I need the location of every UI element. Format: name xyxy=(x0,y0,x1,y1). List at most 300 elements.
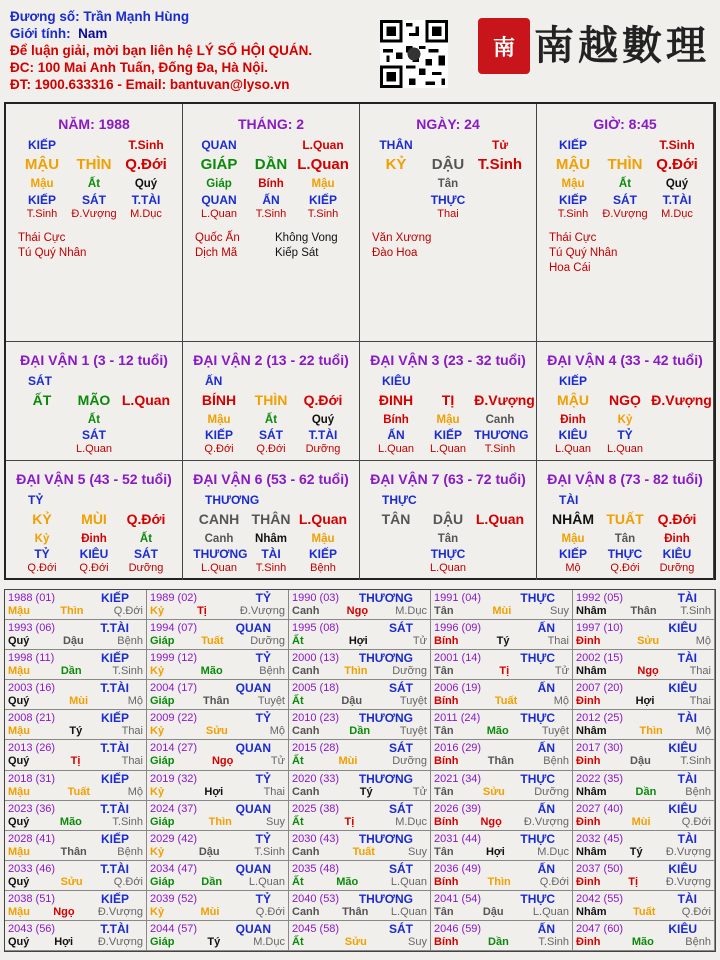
year-line-2 xyxy=(8,755,143,768)
year-stem: Ất xyxy=(292,755,304,768)
year-cell xyxy=(573,771,715,801)
pillar-note-1: Dịch Mã xyxy=(195,247,238,259)
year-branch: Dần xyxy=(635,785,657,798)
year-label: 2006 (19) xyxy=(434,682,482,695)
year-stem: Quý xyxy=(8,635,30,648)
year-star: TÀI xyxy=(677,771,697,786)
year-line-2 xyxy=(292,605,427,618)
year-stem: Kỷ xyxy=(150,665,165,678)
pillar-top-1 xyxy=(245,138,296,152)
year-line-1 xyxy=(150,772,285,786)
year-stem: Giáp xyxy=(150,755,175,768)
year-cell xyxy=(289,831,431,861)
dai-van-top: TÀI xyxy=(559,493,579,507)
year-branch: Tị xyxy=(70,755,81,768)
dai-van-title: ĐẠI VẬN 2 (13 - 22 tuổi) xyxy=(193,352,349,368)
pillar-hidden-state-1: Thai xyxy=(437,208,459,220)
year-stem: Quý xyxy=(8,875,30,888)
year-line-2 xyxy=(8,846,143,859)
year-line-1 xyxy=(150,922,285,936)
year-stem: Ất xyxy=(292,815,304,828)
year-line-2 xyxy=(292,816,427,829)
pillar-hidden-state-1: Đ.Vượng xyxy=(602,208,648,220)
year-state: Tuyệt xyxy=(541,725,569,738)
pillar-1 xyxy=(6,104,183,342)
year-line-2 xyxy=(576,665,711,678)
pillar-main-0: MẬU xyxy=(24,156,60,173)
dai-van-hidden-state-0: Q.Đới xyxy=(27,562,57,574)
year-line-1 xyxy=(150,681,285,695)
pillar-main xyxy=(537,156,713,173)
year-line-2 xyxy=(576,695,711,708)
year-state: Bệnh xyxy=(117,635,143,648)
year-state: Suy xyxy=(408,935,427,948)
year-cell xyxy=(147,590,289,620)
pillar-notes-2 xyxy=(275,231,338,261)
pillar-hidden-star-1: SÁT xyxy=(613,193,637,207)
pillar-hidden xyxy=(183,178,359,190)
year-line-1 xyxy=(576,621,711,635)
year-stem: Tân xyxy=(434,785,454,798)
dai-van-hidden xyxy=(537,414,713,426)
dai-van-main-1: THÂN xyxy=(251,511,291,527)
year-line-2 xyxy=(576,876,711,889)
pillar-hidden-2: Quý xyxy=(134,178,158,190)
dai-van-main xyxy=(6,392,182,408)
pillar-title: THÁNG: 2 xyxy=(237,116,305,132)
pillar-main-2: L.Quan xyxy=(297,156,349,173)
dai-van-hidden-state xyxy=(537,443,713,455)
year-cell xyxy=(147,650,289,680)
year-line-1 xyxy=(576,892,711,906)
dai-van-2 xyxy=(183,342,360,461)
year-stem: Canh xyxy=(292,605,320,617)
dai-van-hidden-state-2 xyxy=(651,443,702,455)
year-state: Tử xyxy=(412,635,427,648)
pillar-main-2: Q.Đới xyxy=(125,156,167,173)
year-cell xyxy=(289,710,431,740)
dai-van-hidden xyxy=(183,414,359,426)
year-stem: Nhâm xyxy=(576,665,607,678)
year-star: THƯƠNG xyxy=(358,651,413,666)
year-star: ẤN xyxy=(537,801,555,816)
dai-van-hidden-state-2 xyxy=(120,443,171,455)
year-stem: Canh xyxy=(292,785,320,798)
year-branch: Dần xyxy=(60,665,82,678)
dai-van-main-0: ĐINH xyxy=(378,392,414,408)
pillar-hidden-star xyxy=(6,193,182,207)
year-cell xyxy=(147,891,289,921)
dai-van-title: ĐẠI VẬN 6 (53 - 62 tuổi) xyxy=(193,471,349,487)
year-line-2 xyxy=(150,936,285,949)
dai-van-hidden-star xyxy=(183,547,359,561)
pillar-hidden-star xyxy=(183,193,359,207)
year-star: THỰC xyxy=(520,651,555,666)
year-cell xyxy=(289,590,431,620)
year-line-1 xyxy=(434,711,569,725)
year-line-1 xyxy=(434,651,569,665)
year-star: THỰC xyxy=(520,771,555,786)
dai-van-main-2: Q.Đới xyxy=(126,511,166,527)
year-line-1 xyxy=(8,741,143,755)
year-branch: Dậu xyxy=(198,845,220,858)
year-line-2 xyxy=(150,665,285,678)
year-star: THỰC xyxy=(520,831,555,846)
year-stem: Đinh xyxy=(576,755,601,768)
year-label: 2041 (54) xyxy=(434,892,482,905)
year-line-1 xyxy=(150,621,285,635)
dai-van-hidden-0: Bính xyxy=(383,414,409,426)
year-label: 1991 (04) xyxy=(434,592,482,604)
pillar-top-1 xyxy=(422,138,473,152)
pillar-title: NGÀY: 24 xyxy=(416,116,480,132)
pillar-hidden-state-0 xyxy=(370,208,421,220)
year-branch: Tị xyxy=(344,815,355,828)
pillar-hidden-star-2 xyxy=(474,193,525,207)
year-star: KIÊU xyxy=(668,741,697,756)
pillar-notes xyxy=(18,231,86,261)
year-state: Đ.Vượng xyxy=(97,935,143,948)
dai-van-top: THƯƠNG xyxy=(205,493,260,507)
year-line-1 xyxy=(434,802,569,816)
dai-van-hidden-state xyxy=(6,443,182,455)
pillar-hidden-state-0: T.Sinh xyxy=(557,208,589,220)
year-cell xyxy=(289,861,431,891)
year-star: THƯƠNG xyxy=(358,771,413,786)
pillar-hidden-star xyxy=(537,193,713,207)
year-line-2 xyxy=(292,635,427,648)
dai-van-hidden-1: Nhâm xyxy=(255,533,287,545)
year-line-1 xyxy=(576,681,711,695)
year-star: KIẾP xyxy=(100,771,129,786)
year-stem: Ất xyxy=(292,935,304,948)
dai-van-hidden-star-1: SÁT xyxy=(259,428,283,442)
year-line-1 xyxy=(434,621,569,635)
pillar-top xyxy=(360,138,536,152)
year-stem: Mậu xyxy=(8,665,30,678)
year-branch: Dần xyxy=(349,725,371,738)
dai-van-hidden-2: Mậu xyxy=(311,533,335,545)
dai-van-hidden-star-2: KIÊU xyxy=(662,547,692,561)
year-line-2 xyxy=(576,846,711,859)
year-stem: Nhâm xyxy=(576,605,607,617)
year-state: Tuyệt xyxy=(399,725,427,738)
year-stem: Canh xyxy=(292,905,320,918)
year-line-2 xyxy=(292,786,427,799)
year-line-1 xyxy=(576,802,711,816)
year-line-1 xyxy=(576,741,711,755)
year-line-2 xyxy=(8,635,143,648)
year-branch: Mùi xyxy=(200,905,220,918)
contact-note: Để luận giải, mời bạn liên hệ LÝ SỐ HỘI QUÁN. xyxy=(10,43,313,58)
year-line-1 xyxy=(434,681,569,695)
year-star: QUAN xyxy=(235,861,271,876)
year-cell xyxy=(573,680,715,710)
year-line-1 xyxy=(8,892,143,906)
year-cell xyxy=(289,740,431,770)
phone-email[interactable]: ĐT: 1900.633316 - Email: bantuvan@lyso.vn xyxy=(10,77,290,92)
year-label: 2015 (28) xyxy=(292,742,340,755)
year-line-2 xyxy=(434,725,569,738)
dai-van-hidden-star-1: TÀI xyxy=(261,547,281,561)
year-branch: Dậu xyxy=(630,755,651,768)
pillar-title: GIỜ: 8:45 xyxy=(593,116,657,132)
year-line-2 xyxy=(434,786,569,799)
year-state: Dưỡng xyxy=(392,665,427,678)
dai-van-hidden-state-2: Dưỡng xyxy=(659,562,695,574)
dai-van-hidden-0: Canh xyxy=(204,533,234,545)
pillar-2 xyxy=(183,104,360,342)
year-stem: Bính xyxy=(434,755,459,768)
dai-van-main xyxy=(183,392,359,408)
dai-van-main-0: TÂN xyxy=(381,511,411,527)
year-label: 2025 (38) xyxy=(292,802,340,815)
year-star: TÀI xyxy=(677,711,697,726)
year-star: KIẾP xyxy=(100,651,129,666)
year-branch: Mão xyxy=(59,815,82,828)
year-star: KIÊU xyxy=(668,801,697,816)
pillar-hidden-star xyxy=(360,193,536,207)
year-cell xyxy=(147,740,289,770)
pillar-hidden-star-0: QUAN xyxy=(201,193,237,207)
year-state: M.Dục xyxy=(253,935,285,948)
year-state: Đ.Vượng xyxy=(523,815,569,828)
pillar-note2-0: Không Vong xyxy=(275,232,338,244)
year-label: 2039 (52) xyxy=(150,892,198,905)
dai-van-hidden-state-0: Mộ xyxy=(565,562,581,574)
year-cell xyxy=(573,801,715,831)
year-state: Tuyệt xyxy=(399,695,427,708)
year-line-2 xyxy=(150,605,285,618)
dai-van-hidden-2 xyxy=(651,414,702,426)
year-state: Dưỡng xyxy=(534,785,569,798)
year-cell xyxy=(573,620,715,650)
pillar-hidden-state-0: L.Quan xyxy=(200,208,238,220)
dai-van-main-0: BÍNH xyxy=(201,392,237,408)
dai-van-main-1: MÙI xyxy=(81,511,107,527)
year-line-2 xyxy=(292,665,427,678)
dai-van-hidden-star-2: T.TÀI xyxy=(308,428,338,442)
year-line-1 xyxy=(434,772,569,786)
pillar-hidden-state xyxy=(537,208,713,220)
year-branch: Ngọ xyxy=(346,605,369,617)
year-branch: Tuất xyxy=(201,635,224,648)
pillar-hidden-state-0: T.Sinh xyxy=(26,208,58,220)
year-line-2 xyxy=(576,605,711,618)
pillar-main-0: GIÁP xyxy=(200,156,238,173)
pillar-hidden-star-1: SÁT xyxy=(82,193,106,207)
year-cell xyxy=(289,650,431,680)
address: ĐC: 100 Mai Anh Tuấn, Đống Đa, Hà Nội. xyxy=(10,60,269,75)
dai-van-hidden-state xyxy=(183,562,359,574)
year-branch: Mão xyxy=(200,665,223,678)
year-stem: Tân xyxy=(434,605,454,617)
year-line-2 xyxy=(576,936,711,949)
year-stem: Nhâm xyxy=(576,785,607,798)
year-stem: Mậu xyxy=(8,905,30,918)
dai-van-hidden-star-2: KIẾP xyxy=(308,547,337,561)
dai-van-hidden-0 xyxy=(16,414,67,426)
year-label: 2024 (37) xyxy=(150,802,198,815)
pillar-main-2: Q.Đới xyxy=(656,156,698,173)
year-cell xyxy=(573,831,715,861)
owner-name: Đương số: Trần Mạnh Hùng xyxy=(10,9,190,24)
year-line-2 xyxy=(292,906,427,919)
year-stem: Giáp xyxy=(150,815,175,828)
dai-van-1 xyxy=(6,342,183,461)
dai-van-hidden-star-1: SÁT xyxy=(82,428,106,442)
year-label: 2019 (32) xyxy=(150,772,198,785)
year-star: ẤN xyxy=(537,741,555,756)
year-stem: Bính xyxy=(434,815,459,828)
pillar-notes xyxy=(372,231,431,261)
year-cell xyxy=(431,590,573,620)
year-stem: Bính xyxy=(434,875,459,888)
year-cell xyxy=(431,650,573,680)
year-stem: Kỷ xyxy=(150,725,165,738)
dai-van-main-1: TUẤT xyxy=(606,511,644,527)
year-stem: Tân xyxy=(434,845,454,858)
year-branch: Mão xyxy=(631,935,654,948)
year-line-1 xyxy=(8,922,143,936)
pillar-hidden-star-2: T.TÀI xyxy=(662,193,692,207)
year-stem: Ất xyxy=(292,695,304,708)
year-label: 2016 (29) xyxy=(434,742,482,755)
year-stem: Kỷ xyxy=(150,605,165,617)
logo-stamp: 南 xyxy=(478,18,530,74)
year-line-2 xyxy=(576,786,711,799)
pillar-main-1: DẦN xyxy=(254,156,288,173)
year-line-1 xyxy=(292,832,427,846)
pillar-note-0: Thái Cực xyxy=(18,232,66,244)
year-state: Thai xyxy=(121,755,143,768)
year-state: L.Quan xyxy=(248,875,285,888)
pillar-main xyxy=(6,156,182,173)
year-cell xyxy=(289,801,431,831)
year-cell xyxy=(573,861,715,891)
year-star: SÁT xyxy=(389,741,413,756)
year-stem: Mậu xyxy=(8,605,30,617)
year-line-2 xyxy=(150,786,285,799)
year-stem: Nhâm xyxy=(576,725,607,738)
year-cell xyxy=(5,710,147,740)
dai-van-hidden-star-1: KIẾP xyxy=(433,428,462,442)
year-state: Mộ xyxy=(553,695,569,708)
pillar-top-1 xyxy=(68,138,119,152)
year-state: Tử xyxy=(412,785,427,798)
year-state: Thai xyxy=(547,635,569,648)
year-stem: Quý xyxy=(8,695,30,708)
pillar-top-2: L.Quan xyxy=(302,138,344,152)
dai-van-hidden-2: Ất xyxy=(139,533,153,545)
pillar-hidden-state-2: M.Dục xyxy=(661,208,693,220)
year-cell xyxy=(573,650,715,680)
year-cell xyxy=(5,771,147,801)
year-star: THƯƠNG xyxy=(358,591,413,605)
year-state: Thai xyxy=(689,665,711,678)
year-star: TÀI xyxy=(677,891,697,906)
year-line-2 xyxy=(576,725,711,738)
year-star: TỶ xyxy=(255,831,271,846)
year-branch: Tị xyxy=(628,875,639,888)
year-cell xyxy=(147,861,289,891)
year-state: Bệnh xyxy=(543,755,569,768)
pillar-top xyxy=(537,138,713,152)
year-stem: Giáp xyxy=(150,635,175,648)
dai-van-hidden-state xyxy=(360,562,536,574)
year-line-1 xyxy=(292,621,427,635)
pillar-top-2: T.Sinh xyxy=(128,138,164,152)
pillar-hidden-1: Ất xyxy=(87,178,101,190)
yearly-cycle-table xyxy=(4,589,716,952)
year-star: SÁT xyxy=(389,801,413,816)
year-branch: Tị xyxy=(197,605,207,617)
year-line-1 xyxy=(150,862,285,876)
year-line-1 xyxy=(576,862,711,876)
dai-van-hidden-star-0 xyxy=(370,547,421,561)
year-line-1 xyxy=(576,591,711,605)
year-cell xyxy=(289,921,431,951)
dai-van-main-0: NHÂM xyxy=(552,511,594,527)
year-label: 2022 (35) xyxy=(576,772,624,785)
year-state: Tử xyxy=(270,755,285,768)
year-line-1 xyxy=(8,711,143,725)
pillar-top-0: THÂN xyxy=(379,138,413,152)
dai-van-hidden-state-1: L.Quan xyxy=(429,562,467,574)
dai-van-hidden-2 xyxy=(474,533,525,545)
year-state: Đ.Vượng xyxy=(665,875,711,888)
year-line-1 xyxy=(292,772,427,786)
year-state: Thai xyxy=(689,695,711,708)
dai-van-hidden-1: Mậu xyxy=(436,414,460,426)
year-line-1 xyxy=(8,772,143,786)
year-line-1 xyxy=(292,651,427,665)
gender-label: Giới tính: xyxy=(10,26,71,41)
year-label: 2004 (17) xyxy=(150,682,198,695)
year-line-2 xyxy=(8,876,143,889)
year-cell xyxy=(5,650,147,680)
pillar-top-1 xyxy=(599,138,650,152)
pillar-note-1: Tú Quý Nhân xyxy=(549,247,618,259)
year-cell xyxy=(431,801,573,831)
pillar-hidden-0: Mậu xyxy=(561,178,585,190)
year-branch: Sửu xyxy=(205,725,228,738)
qr-code-icon[interactable] xyxy=(380,20,448,88)
year-line-1 xyxy=(434,832,569,846)
year-state: Suy xyxy=(408,845,427,858)
year-line-1 xyxy=(150,802,285,816)
year-label: 2028 (41) xyxy=(8,832,56,845)
pillar-note-1: Tú Quý Nhân xyxy=(18,247,87,259)
year-cell xyxy=(5,831,147,861)
year-state: Q.Đới xyxy=(539,875,569,888)
dai-van-hidden-star xyxy=(537,547,713,561)
dai-van-hidden-state-2 xyxy=(474,562,525,574)
year-stem: Mậu xyxy=(8,845,30,858)
year-star: SÁT xyxy=(389,621,413,636)
year-stem: Quý xyxy=(8,935,30,948)
year-star: T.TÀI xyxy=(100,621,129,636)
year-line-1 xyxy=(150,711,285,725)
year-star: KIẾP xyxy=(100,591,129,605)
pillar-note-0: Văn Xương xyxy=(372,232,432,244)
year-label: 2008 (21) xyxy=(8,712,56,725)
year-stem: Quý xyxy=(8,815,30,828)
year-branch: Tuất xyxy=(352,845,375,858)
year-branch: Mùi xyxy=(69,695,89,708)
year-cell xyxy=(5,801,147,831)
dai-van-main-1: NGỌ xyxy=(609,392,641,408)
